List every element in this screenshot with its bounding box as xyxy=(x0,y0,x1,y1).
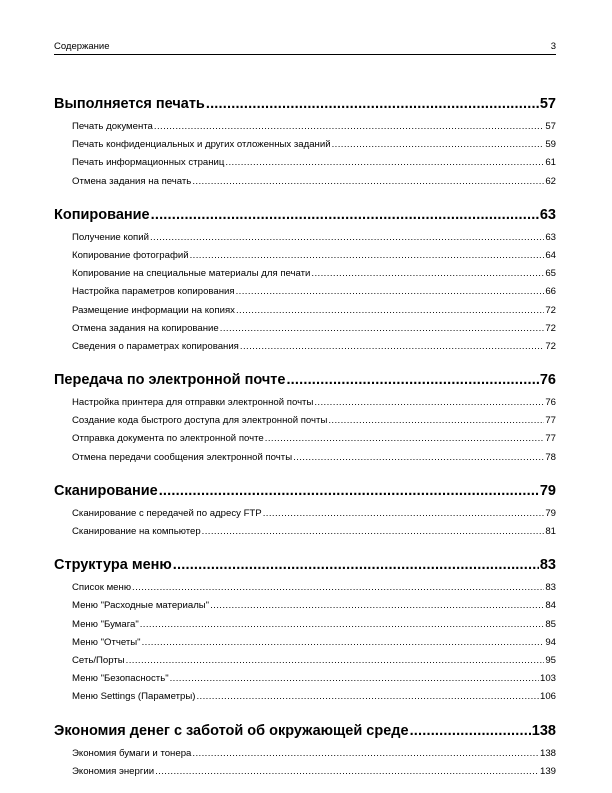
toc-section xyxy=(54,92,556,191)
toc-entry-title: Меню Settings (Параметры) xyxy=(72,691,196,703)
running-header-page-number: 3 xyxy=(550,41,556,52)
toc-entry[interactable] xyxy=(54,320,556,338)
toc-chapter-entry[interactable] xyxy=(54,92,556,116)
toc-entry[interactable] xyxy=(54,283,556,301)
toc-entry-title: Печать конфиденциальных и других отложенных заданий xyxy=(72,139,331,151)
toc-entry-title: Настройка принтера для отправки электронной почты xyxy=(72,397,314,409)
toc-entry-page: 65 xyxy=(545,268,556,280)
dot-leader xyxy=(173,553,539,577)
toc-section xyxy=(54,479,556,541)
toc-section xyxy=(54,203,556,356)
toc-entry[interactable] xyxy=(54,523,556,541)
toc-entry[interactable] xyxy=(54,505,556,523)
toc-entry[interactable] xyxy=(54,302,556,320)
toc-entry-page: 95 xyxy=(545,654,556,666)
page-header xyxy=(54,40,556,52)
toc-chapter-entry[interactable] xyxy=(54,203,556,227)
dot-leader xyxy=(328,412,544,430)
toc-entry-title: Получение копий xyxy=(72,231,149,243)
toc-entry-page: 72 xyxy=(545,322,556,334)
toc-section xyxy=(54,719,556,781)
toc-entry-page: 59 xyxy=(545,139,556,151)
toc-chapter-title: Передача по электронной почте xyxy=(54,372,286,389)
toc-chapter-title: Структура меню xyxy=(54,557,172,574)
dot-leader xyxy=(240,338,544,356)
toc-entry-title: Печать документа xyxy=(72,121,153,132)
dot-leader xyxy=(311,265,544,283)
dot-leader xyxy=(196,688,539,706)
toc-chapter-page: 57 xyxy=(539,96,556,112)
toc-entry-title: Меню "Бумага" xyxy=(72,618,139,630)
dot-leader xyxy=(190,247,545,265)
toc-entry-page: 106 xyxy=(539,691,556,703)
toc-entry-page: 77 xyxy=(545,415,556,427)
toc-entry[interactable] xyxy=(54,154,556,172)
toc-entry-page: 64 xyxy=(545,249,556,261)
toc-entry-page: 138 xyxy=(539,747,556,759)
dot-leader xyxy=(332,136,545,154)
toc-entry[interactable] xyxy=(54,265,556,283)
toc-entry-title: Копирование фотографий xyxy=(72,249,189,261)
toc-entry[interactable] xyxy=(54,173,556,191)
toc-entry[interactable] xyxy=(54,670,556,688)
toc-entry-page: 94 xyxy=(545,636,556,648)
toc-entry-page: 84 xyxy=(545,600,556,612)
dot-leader xyxy=(159,479,539,503)
toc-entry-title: Экономия энергии xyxy=(72,765,155,777)
toc-entry-page: 103 xyxy=(539,673,556,685)
dot-leader xyxy=(236,302,544,320)
dot-leader xyxy=(265,430,545,448)
toc-entry-title: Экономия бумаги и тонера xyxy=(72,747,192,759)
toc-entry-page: 66 xyxy=(545,286,556,298)
toc-chapter-title: Выполняется печать xyxy=(54,96,205,112)
dot-leader xyxy=(314,394,544,412)
dot-leader xyxy=(220,320,545,338)
dot-leader xyxy=(410,719,531,743)
toc-entry[interactable] xyxy=(54,118,556,136)
toc-entry-title: Список меню xyxy=(72,582,132,594)
toc-entry-page: 72 xyxy=(545,304,556,316)
dot-leader xyxy=(126,652,545,670)
toc-chapter-title: Экономия денег с заботой об окружающей среде xyxy=(54,722,409,739)
toc-entry[interactable] xyxy=(54,652,556,670)
toc-entry[interactable] xyxy=(54,616,556,634)
toc-chapter-entry[interactable] xyxy=(54,719,556,743)
toc-entry-page: 139 xyxy=(539,765,556,777)
toc-entry-page: 78 xyxy=(545,451,556,463)
toc-entry[interactable] xyxy=(54,338,556,356)
dot-leader xyxy=(192,745,539,763)
toc-entry[interactable] xyxy=(54,247,556,265)
dot-leader xyxy=(263,505,545,523)
dot-leader xyxy=(170,670,539,688)
dot-leader xyxy=(140,616,545,634)
toc-entry-title: Меню "Безопасность" xyxy=(72,673,169,685)
toc-entry-page: 85 xyxy=(545,618,556,630)
toc-chapter-page: 63 xyxy=(539,206,556,223)
toc-entry[interactable] xyxy=(54,412,556,430)
toc-entry[interactable] xyxy=(54,634,556,652)
toc-entry-title: Сведения о параметрах копирования xyxy=(72,340,239,352)
toc-entry[interactable] xyxy=(54,763,556,781)
toc-chapter-page: 76 xyxy=(539,372,556,389)
toc-entry-page: 79 xyxy=(545,507,556,519)
dot-leader xyxy=(225,154,544,172)
toc-entry-page: 62 xyxy=(545,175,556,187)
toc-entry[interactable] xyxy=(54,597,556,615)
dot-leader xyxy=(192,173,544,191)
dot-leader xyxy=(286,368,538,392)
toc-entry-page: 63 xyxy=(545,231,556,243)
toc-section xyxy=(54,553,556,706)
toc-entry-title: Отмена передачи сообщения электронной почты xyxy=(72,451,293,463)
toc-chapter-page: 83 xyxy=(539,557,556,574)
toc-chapter-page: 138 xyxy=(531,722,556,739)
dot-leader xyxy=(236,283,545,301)
toc-entry-title: Создание кода быстрого доступа для электронной почты xyxy=(72,415,328,427)
dot-leader xyxy=(132,579,544,597)
toc-entry-title: Меню "Отчеты" xyxy=(72,636,141,648)
toc-entry-page: 61 xyxy=(545,157,556,169)
toc-entry-title: Меню "Расходные материалы" xyxy=(72,600,210,612)
dot-leader xyxy=(293,449,544,467)
toc-entry-page: 72 xyxy=(545,340,556,352)
toc-entry-title: Сканирование с передачей по адресу FTP xyxy=(72,507,262,519)
toc-entry-page: 81 xyxy=(545,526,556,537)
toc-entry-page: 83 xyxy=(545,582,556,594)
toc-chapter-entry[interactable] xyxy=(54,368,556,392)
toc-entry-title: Печать информационных страниц xyxy=(72,157,225,169)
toc-entry-title: Отправка документа по электронной почте xyxy=(72,433,264,445)
toc-entry-title: Настройка параметров копирования xyxy=(72,286,235,298)
toc-chapter-title: Копирование xyxy=(54,206,150,223)
toc-entry-title: Отмена задания на копирование xyxy=(72,322,219,334)
toc-entry[interactable] xyxy=(54,394,556,412)
toc-entry-title: Сеть/Порты xyxy=(72,654,125,666)
toc-entry[interactable] xyxy=(54,579,556,597)
toc-entry[interactable] xyxy=(54,136,556,154)
toc-entry-page: 76 xyxy=(545,397,556,409)
toc-chapter-title: Сканирование xyxy=(54,482,158,499)
toc-chapter-entry[interactable] xyxy=(54,553,556,577)
toc-entry[interactable] xyxy=(54,688,556,706)
toc-section xyxy=(54,368,556,467)
dot-leader xyxy=(154,118,544,136)
dot-leader xyxy=(142,634,545,652)
table-of-contents xyxy=(54,92,556,793)
toc-entry[interactable] xyxy=(54,229,556,247)
dot-leader xyxy=(202,523,545,541)
header-rule xyxy=(54,54,556,55)
dot-leader xyxy=(206,92,539,116)
toc-entry[interactable] xyxy=(54,449,556,467)
toc-entry[interactable] xyxy=(54,430,556,448)
dot-leader xyxy=(155,763,539,781)
toc-entry-page: 57 xyxy=(545,121,556,132)
toc-entry-title: Отмена задания на печать xyxy=(72,175,192,187)
dot-leader xyxy=(151,203,539,227)
dot-leader xyxy=(150,229,544,247)
toc-chapter-page: 79 xyxy=(539,482,556,499)
toc-entry-title: Сканирование на компьютер xyxy=(72,526,201,537)
toc-entry-title: Размещение информации на копиях xyxy=(72,304,235,316)
dot-leader xyxy=(210,597,544,615)
toc-entry-page: 77 xyxy=(545,433,556,445)
toc-entry[interactable] xyxy=(54,745,556,763)
running-header-title: Содержание xyxy=(54,41,110,52)
toc-entry-title: Копирование на специальные материалы для печати xyxy=(72,268,311,280)
toc-chapter-entry[interactable] xyxy=(54,479,556,503)
